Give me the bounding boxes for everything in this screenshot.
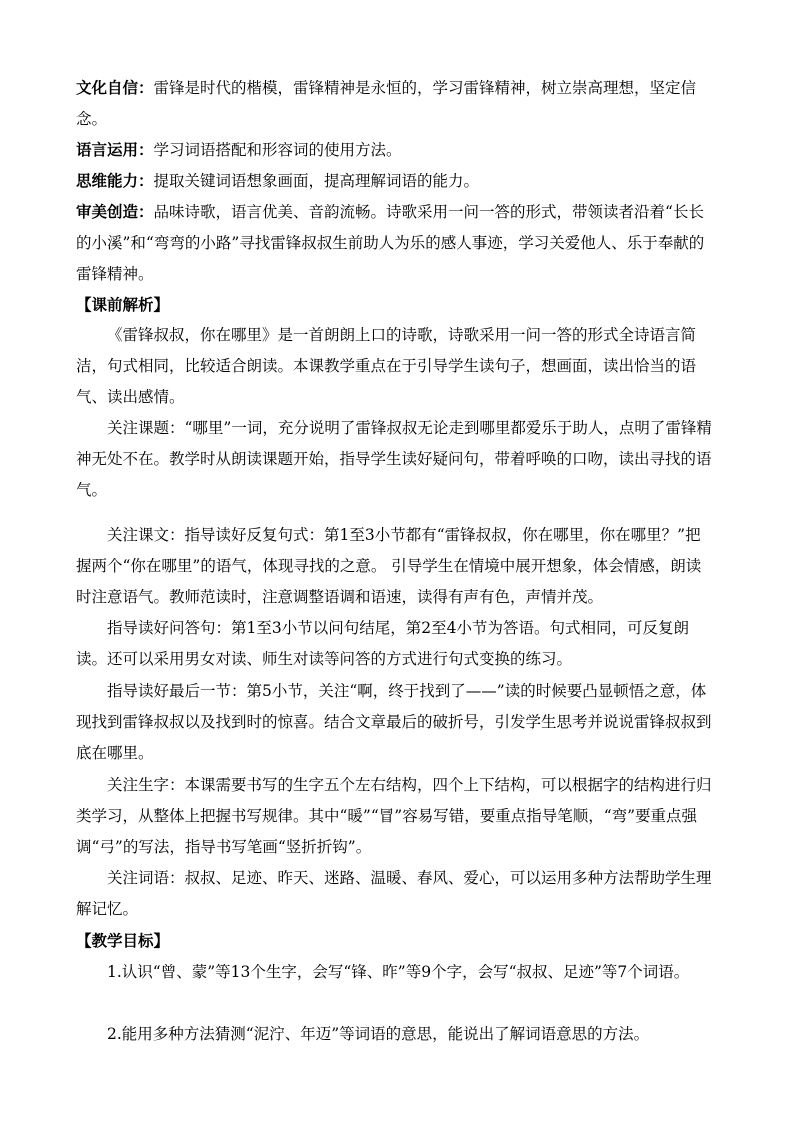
heading-kqjx: 【课前解析】: [76, 295, 170, 314]
paragraph-keti: 关注课题：“哪里”一词，充分说明了雷锋叔叔无论走到哪里都爱乐于助人，点明了雷锋精神无处不在。教学时从朗读课题开始，指导学生读好疑问句，带着呼唤的口吻，读出寻找的语气。: [76, 419, 712, 499]
heading-jxmb: 【教学目标】: [76, 931, 170, 950]
section-yuyan: [76, 134, 716, 166]
paragraph-shengzi: 关注生字：本课需要书写的生字五个左右结构，四个上下结构，可以根据字的结构进行归类学习，从整体上把握书写规律。其中“暖”“冒”容易写错，要重点指导笔顺，“弯”要重点强调“弓”的写法，指导书写笔画“竖折折钩”。: [76, 776, 712, 856]
section-text: 品味诗歌，语言优美、音韵流畅。诗歌采用一问一答的形式，带领读者沿着“长长的小溪”和“弯弯的小路”寻找雷锋叔叔生前助人为乐的感人事迹，学习关爱他人、乐于奉献的雷锋精神。: [76, 203, 705, 283]
goal-item-2: 2.能用多种方法猜测“泥泞、年迈”等词语的意思，能说出了解词语意思的方法。: [107, 1025, 650, 1043]
paragraph-zuihou: 指导读好最后一节：第5小节，关注“啊，终于找到了——”读的时候要凸显顿悟之意，体现找到雷锋叔叔以及找到时的惊喜。结合文章最后的破折号，引发学生思考并说说雷锋叔叔到底在哪里。: [76, 682, 712, 762]
section-text: 雷锋是时代的楷模，雷锋精神是永恒的，学习雷锋精神，树立崇高理想，坚定信念。: [76, 79, 697, 128]
section-shenmei: [76, 196, 716, 290]
section-label: 文化自信：: [76, 78, 154, 97]
section-text: 学习词语搭配和形容词的使用方法。: [153, 141, 402, 159]
section-siwei: [76, 165, 716, 197]
paragraph-wenda: 指导读好问答句：第1至3小节以问句结尾，第2至4小节为答语。句式相同，可反复朗读。还可以采用男女对读、师生对读等问答的方式进行句式变换的练习。: [76, 619, 689, 668]
section-wenhua: [76, 72, 716, 135]
paragraph-kewen: 关注课文：指导读好反复句式：第1至3小节都有“雷锋叔叔，你在哪里，你在哪里？”把握两个“你在哪里”的语气，体现寻找的之意。 引导学生在情境中展开想象，体会情感，朗读时注意语气。教师范读时，注意调整语调和语速，读得有声有色，声情并茂。: [76, 526, 702, 606]
section-text: 提取关键词语想象画面，提高理解词语的能力。: [153, 172, 480, 190]
section-label: 语言运用：: [76, 140, 154, 159]
section-label: 思维能力：: [76, 171, 154, 190]
paragraph-ciyu: 关注词语：叔叔、足迹、昨天、迷路、温暖、春风、爱心，可以运用多种方法帮助学生理解记忆。: [76, 869, 712, 918]
section-label: 审美创造：: [76, 202, 154, 221]
goal-item-1: 1.认识“曾、蒙”等13个生字，会写“锋、昨”等9个字，会写“叔叔、足迹”等7个词语。: [107, 963, 690, 981]
paragraph-intro: 《雷锋叔叔，你在哪里》是一首朗朗上口的诗歌，诗歌采用一问一答的形式全诗语言简洁，句式相同，比较适合朗读。本课教学重点在于引导学生读句子，想画面，读出恰当的语气、读出感情。: [76, 326, 697, 406]
